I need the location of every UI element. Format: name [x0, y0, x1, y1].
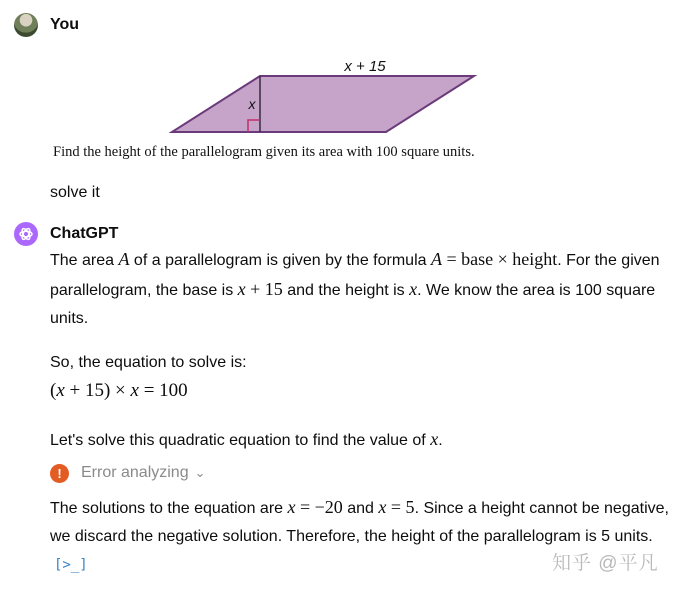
watermark: 知乎 @平凡	[552, 553, 659, 574]
assistant-header	[14, 222, 118, 246]
user-avatar	[14, 13, 38, 37]
height-label: x	[248, 96, 256, 112]
error-analyzing-toggle[interactable]	[50, 461, 206, 485]
parallelogram-figure	[160, 52, 490, 142]
top-label: x + 15	[344, 58, 386, 75]
error-label: Error analyzing	[81, 464, 189, 481]
openai-logo-icon	[18, 226, 34, 242]
answer-paragraph-4: The solutions to the equation are x = −20 and x = 5. Since a height cannot be negative, we discard the negative solution. Therefore, the height of the parallelogram is 5 units.[>_]	[50, 497, 669, 573]
answer-paragraph-2: So, the equation to solve is:	[50, 354, 247, 371]
area-formula: A = base × height	[430, 249, 558, 269]
equation: (x + 15) × x = 100	[50, 380, 188, 401]
error-icon: !	[50, 464, 69, 483]
chevron-down-icon: ⌄	[194, 465, 206, 480]
math-var: A	[118, 249, 130, 269]
user-header	[14, 13, 79, 37]
parallelogram-shape	[172, 76, 474, 132]
code-citation-link[interactable]: [>_]	[54, 557, 88, 573]
chatgpt-avatar	[14, 222, 38, 246]
answer-paragraph-3: Let's solve this quadratic equation to find the value of x.	[50, 429, 443, 449]
answer-paragraph-1: The area A of a parallelogram is given by the formula A = base × height. For the given parallelogram, the base is x + 15 and the height is x. We know the area is 100 square units.	[50, 249, 660, 327]
assistant-name: ChatGPT	[50, 225, 119, 242]
figure-caption: Find the height of the parallelogram given its area with 100 square units.	[53, 144, 475, 160]
user-message: solve it	[50, 184, 100, 201]
user-name: You	[50, 16, 80, 33]
